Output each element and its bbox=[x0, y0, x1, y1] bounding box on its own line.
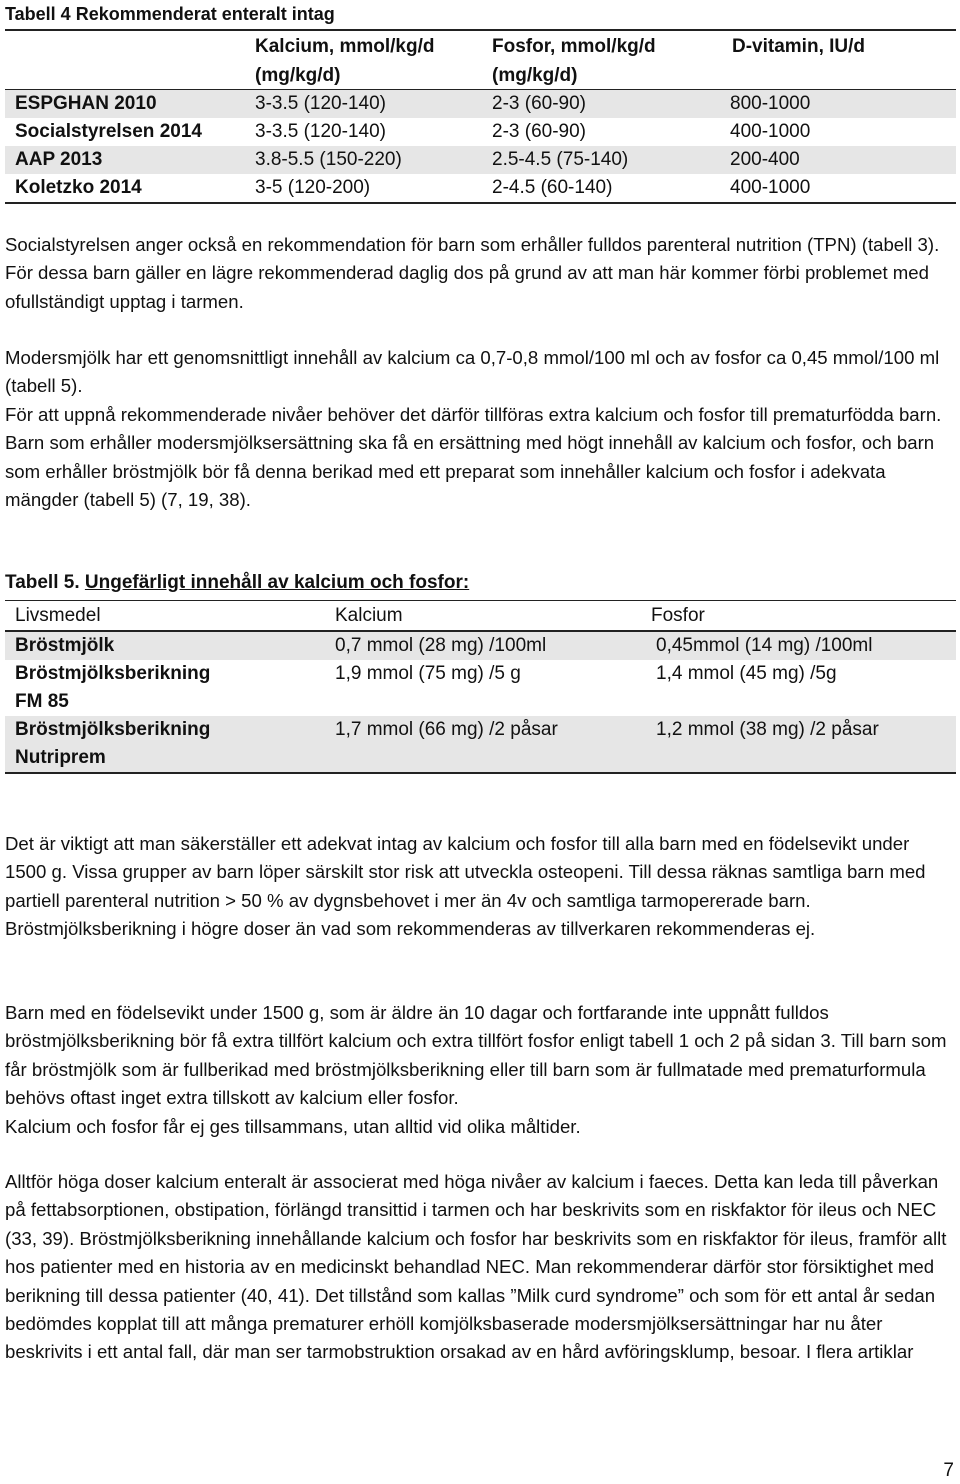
table5-cell-phosphorus: 1,2 mmol (38 mg) /2 påsar bbox=[656, 719, 879, 740]
paragraph-text: Kalcium och fosfor får ej ges tillsammans, utan alltid vid olika måltider. bbox=[5, 1115, 581, 1137]
table4-header-calcium: Kalcium, mmol/kg/d (mg/kg/d) bbox=[255, 36, 435, 86]
table5-cell-calcium: 0,7 mmol (28 mg) /100ml bbox=[335, 635, 547, 656]
paragraph-high-doses bbox=[5, 1168, 955, 1367]
table4-cell-vitamin-d: 400-1000 bbox=[730, 121, 811, 142]
table5-cell-food: Bröstmjölksberikning Nutriprem bbox=[15, 719, 211, 768]
table-row bbox=[5, 118, 956, 146]
paragraph-text: Det är viktigt att man säkerställer ett adekvat intag av kalcium och fosfor till alla barn med en födelsevikt under 1500 g. Vissa grupper av barn löper särskilt stor risk att utveckla osteopeni. Till dessa räknas samtliga barn med partiell parenteral nutrition > 50 % av dygnsbehovet i mer än 4v och samtliga tarmopererade barn. bbox=[5, 833, 926, 911]
table4-cell-vitamin-d: 200-400 bbox=[730, 149, 800, 170]
table-row bbox=[5, 90, 956, 118]
paragraph-breast-milk bbox=[5, 344, 955, 514]
paragraph-text: För att uppnå rekommenderade nivåer behöver det därför tillföras extra kalcium och fosfor till prematurfödda barn. Barn som erhåller modersmjölksersättning ska få en ersättning med högt innehåll av kalcium och fosfor, och barn som erhåller bröstmjölk bör få denna berikad med ett preparat som innehåller kalcium och fosfor i adekvata mängder (tabell 5) (7, 19, 38). bbox=[5, 403, 942, 511]
table4-cell-vitamin-d: 400-1000 bbox=[730, 177, 811, 198]
table5-header-calcium: Kalcium bbox=[335, 605, 403, 626]
table4-header-phosphorus: Fosfor, mmol/kg/d (mg/kg/d) bbox=[492, 36, 656, 86]
table4-cell-source: ESPGHAN 2010 bbox=[15, 93, 157, 114]
table4-cell-phosphorus: 2-4.5 (60-140) bbox=[492, 177, 613, 198]
table-row bbox=[5, 632, 956, 660]
table4-cell-source: Koletzko 2014 bbox=[15, 177, 142, 198]
table5-cell-food: Bröstmjölksberikning FM 85 bbox=[15, 663, 211, 712]
table4-cell-phosphorus: 2.5-4.5 (75-140) bbox=[492, 149, 629, 170]
paragraph-text: Socialstyrelsen anger också en rekommendation för barn som erhåller fulldos parenteral nutrition (TPN) (tabell 3). För dessa barn gäller en lägre rekommenderad daglig dos på grund av att man här kommer förbi problemet med ofullständigt upptag i tarmen. bbox=[5, 234, 940, 312]
table5-cell-calcium: 1,9 mmol (75 mg) /5 g bbox=[335, 663, 521, 684]
table5-top-rule bbox=[5, 600, 956, 601]
table-row bbox=[5, 716, 956, 772]
table-row bbox=[5, 174, 956, 202]
table-row bbox=[5, 660, 956, 716]
table5-cell-calcium: 1,7 mmol (66 mg) /2 påsar bbox=[335, 719, 558, 740]
table5-cell-phosphorus: 0,45mmol (14 mg) /100ml bbox=[656, 635, 873, 656]
table4-cell-calcium: 3-3.5 (120-140) bbox=[255, 93, 386, 114]
table4-cell-source: Socialstyrelsen 2014 bbox=[15, 121, 202, 142]
paragraph-tpn bbox=[5, 231, 955, 316]
table4-bottom-rule bbox=[5, 202, 956, 204]
table4-cell-source: AAP 2013 bbox=[15, 149, 103, 170]
table4-header-vitamin-d: D-vitamin, IU/d bbox=[732, 36, 866, 57]
table5-title-main: Ungefärligt innehåll av kalcium och fosfor: bbox=[84, 572, 470, 593]
table4-top-rule bbox=[5, 29, 956, 31]
paragraph-text: Modersmjölk har ett genomsnittligt innehåll av kalcium ca 0,7-0,8 mmol/100 ml och av fosfor ca 0,45 mmol/100 ml (tabell 5). bbox=[5, 347, 940, 397]
paragraph-text: Alltför höga doser kalcium enteralt är associerat med höga nivåer av kalcium i faeces. Detta kan leda till påverkan på fettabsorptionen, obstipation, förlängd transittid i tarmen och har beskrivits som en riskfaktor för ileus och NEC (33, 39). Bröstmjölksberikning innehållande kalcium och fosfor har beskrivits som en riskfaktor för ileus, framför allt hos patienter med en historia av en medicinskt behandlad NEC. Man rekommenderar därför stor försiktighet med berikning till dessa patienter (40, 41). Det tillstånd som kallas ”Milk curd syndrome” och som för ett antal år sedan bedömdes kopplat till att många prematurer erhöll komjölksbaserade modersmjölksersättningar har nu åter beskrivits i ett antal fall, där man ser tarmobstruktion orsakad av en hård avföringsklump, besoar. I flera artiklar bbox=[5, 1171, 947, 1363]
page-number: 7 bbox=[943, 1460, 954, 1481]
table4-cell-calcium: 3-5 (120-200) bbox=[255, 177, 371, 198]
table4-cell-vitamin-d: 800-1000 bbox=[730, 93, 811, 114]
table5-cell-phosphorus: 1,4 mmol (45 mg) /5g bbox=[656, 663, 837, 684]
table4-cell-phosphorus: 2-3 (60-90) bbox=[492, 121, 586, 142]
table4-cell-phosphorus: 2-3 (60-90) bbox=[492, 93, 586, 114]
table5-title-prefix: Tabell 5. bbox=[5, 572, 85, 593]
table5-bottom-rule bbox=[5, 772, 956, 774]
table5-header-phosphorus: Fosfor bbox=[651, 605, 705, 626]
table5-title bbox=[5, 572, 469, 594]
paragraph-osteopenia bbox=[5, 830, 955, 944]
table4-title: Tabell 4 Rekommenderat enteralt intag bbox=[5, 4, 335, 24]
paragraph-text: Barn med en födelsevikt under 1500 g, som är äldre än 10 dagar och fortfarande inte uppnått fulldos bröstmjölksberikning bör få extra tillfört kalcium och extra tillfört fosfor enligt tabell 1 och 2 på sidan 3. Till barn som får bröstmjölk som är fullberikad med bröstmjölksberikning eller till barn som är fullmatade med prematurformula behövs oftast inget extra tillskott av kalcium eller fosfor. bbox=[5, 1002, 947, 1109]
table5-header-food: Livsmedel bbox=[15, 605, 101, 626]
table5-cell-food: Bröstmjölk bbox=[15, 635, 115, 656]
paragraph-supplementation bbox=[5, 999, 955, 1141]
table-row bbox=[5, 146, 956, 174]
table4-cell-calcium: 3-3.5 (120-140) bbox=[255, 121, 386, 142]
table4-cell-calcium: 3.8-5.5 (150-220) bbox=[255, 149, 402, 170]
paragraph-text: Bröstmjölksberikning i högre doser än vad som rekommenderas av tillverkaren rekommenderas ej. bbox=[5, 918, 816, 940]
